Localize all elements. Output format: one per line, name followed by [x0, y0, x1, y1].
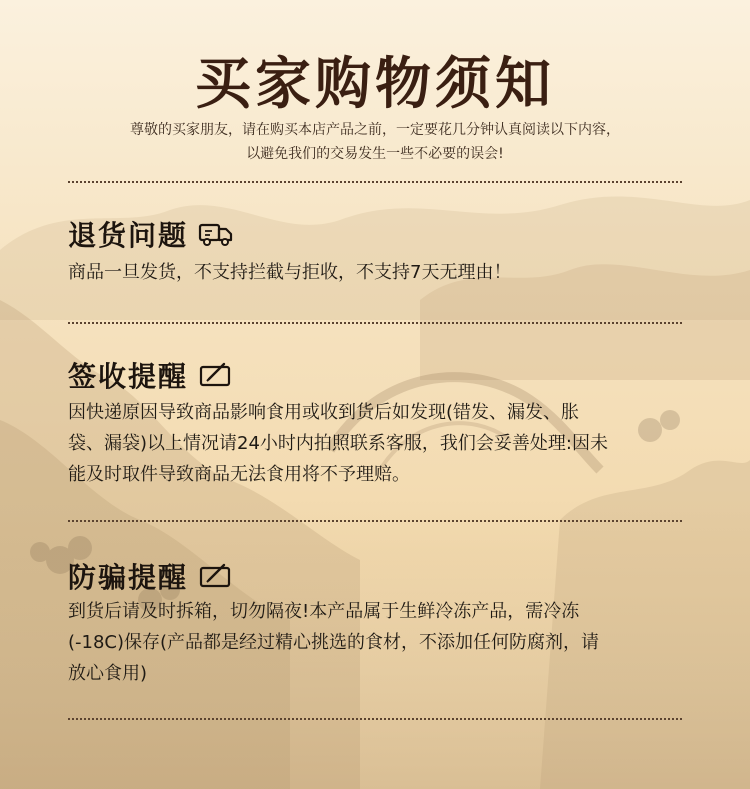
- edit-note-icon: [198, 562, 234, 590]
- section-title: 防骗提醒: [68, 561, 189, 594]
- intro-line: 以避免我们的交易发生一些不必要的误会!: [246, 146, 504, 162]
- section-title: 退货问题: [68, 219, 189, 252]
- intro-text: [60, 118, 690, 166]
- edit-note-icon: [198, 361, 234, 389]
- dotted-divider: [68, 718, 682, 720]
- section-line: 能及时取件导致商品无法食用将不予理赔。: [68, 464, 410, 485]
- page-title: 买家购物须知: [195, 51, 555, 117]
- section-anti-fraud-body: [68, 596, 688, 689]
- section-return-policy-body: [68, 257, 688, 288]
- section-line: (-18C)保存(产品都是经过精心挑选的食材，不添加任何防腐剂，请: [68, 632, 600, 653]
- dotted-divider: [68, 520, 682, 522]
- dotted-divider: [68, 322, 682, 324]
- section-sign-reminder-body: [68, 397, 688, 490]
- delivery-truck-icon: [198, 220, 234, 248]
- section-sign-reminder-header: [68, 355, 234, 395]
- dotted-divider: [68, 181, 682, 183]
- section-title: 签收提醒: [68, 360, 189, 393]
- intro-line: 尊敬的买家朋友，请在购买本店产品之前，一定要花几分钟认真阅读以下内容，: [130, 122, 620, 138]
- section-line: 袋、漏袋)以上情况请24小时内拍照联系客服，我们会妥善处理:因未: [68, 433, 608, 454]
- section-line: 商品一旦发货，不支持拦截与拒收，不支持7天无理由！: [68, 262, 512, 283]
- section-line: 放心食用): [68, 663, 148, 684]
- section-line: 到货后请及时拆箱，切勿隔夜!本产品属于生鲜冷冻产品，需冷冻: [68, 601, 580, 622]
- section-anti-fraud-header: [68, 556, 234, 596]
- section-return-policy-header: [68, 214, 234, 254]
- section-line: 因快递原因导致商品影响食用或收到货后如发现(错发、漏发、胀: [68, 402, 580, 423]
